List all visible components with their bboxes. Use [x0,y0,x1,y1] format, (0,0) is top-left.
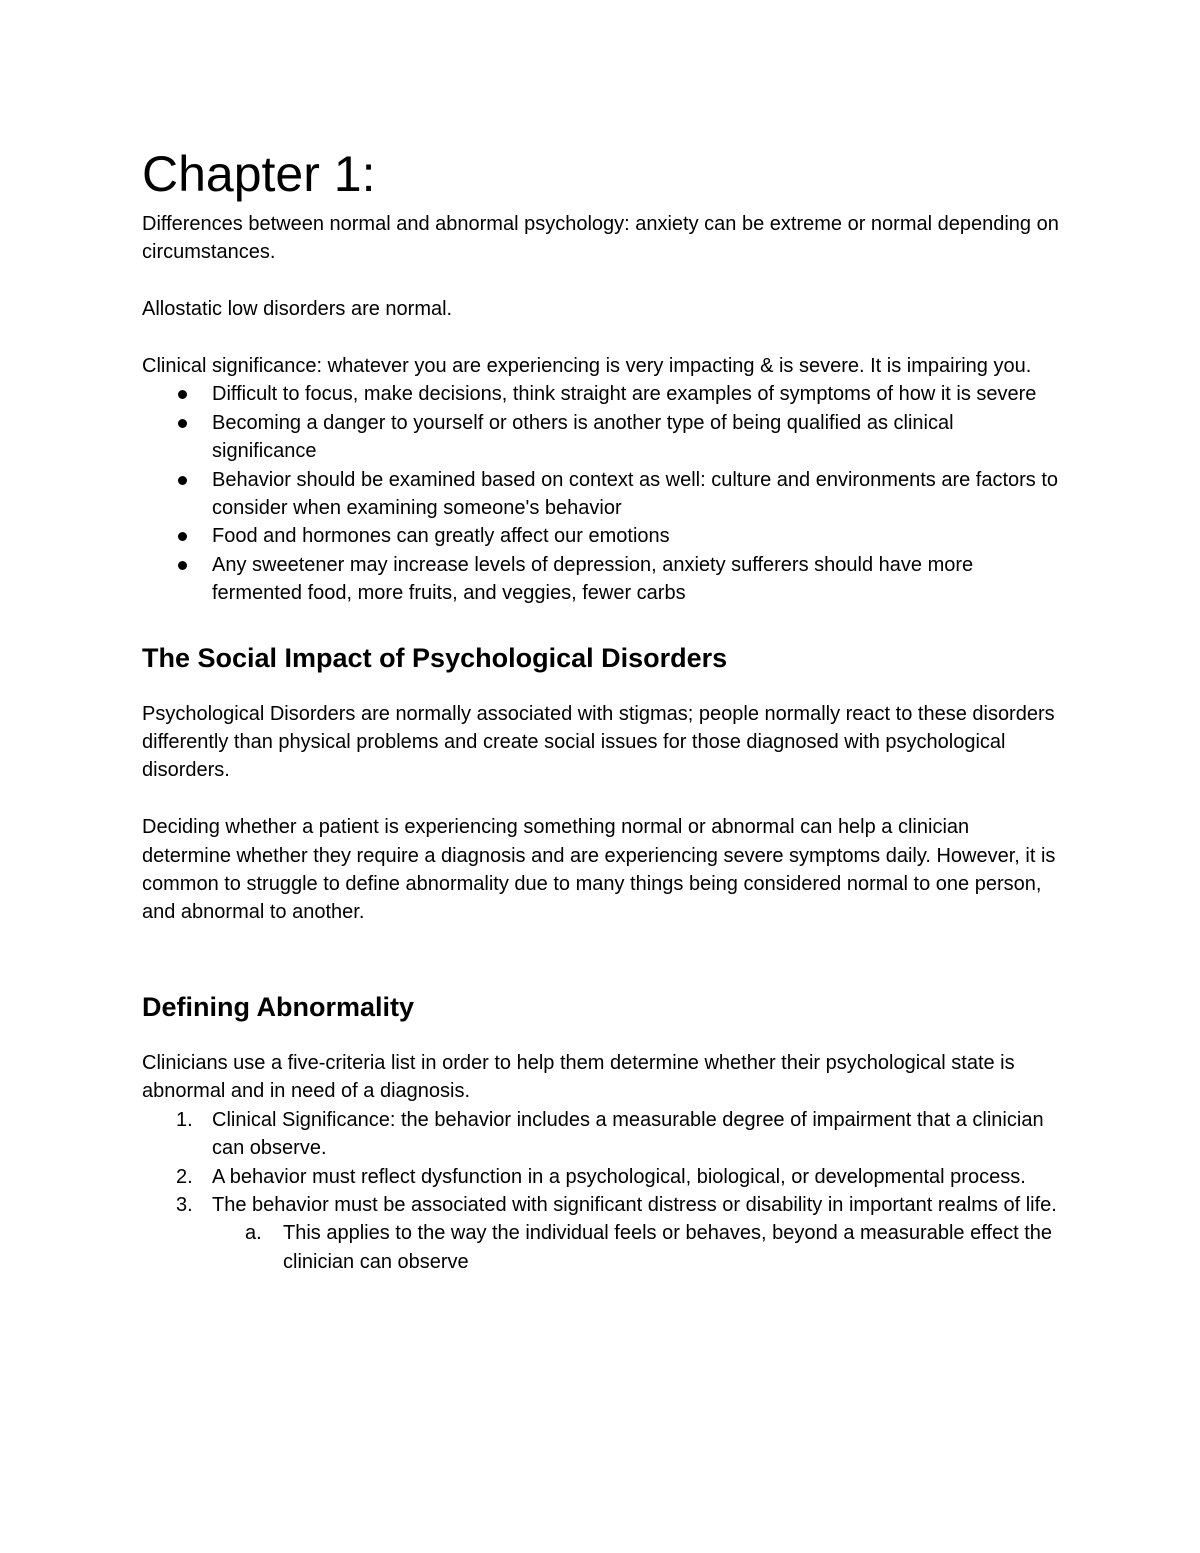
bullet-dot-icon [178,476,187,485]
list-marker: a. [245,1222,262,1245]
defining-abnormality-heading: Defining Abnormality [142,991,415,1022]
intro-paragraph-differences: Differences between normal and abnormal psychology: anxiety can be extreme or normal depending on circumstances. [142,213,1059,264]
bullet-text: Any sweetener may increase levels of depression, anxiety sufferers should have more fermented food, more fruits, and veggies, fewer carbs [212,553,974,605]
bullet-dot-icon [178,561,187,570]
bullet-dot-icon [178,419,187,428]
chapter-title: Chapter 1: [142,146,376,202]
bullet-item [142,380,1062,408]
symptom-bullet-list [142,380,1062,607]
list-item-text: A behavior must reflect dysfunction in a psychological, biological, or developmental process. [212,1165,1026,1188]
list-item-text: This applies to the way the individual feels or behaves, beyond a measurable effect the clinician can observe [283,1222,1052,1273]
bullet-dot-icon [178,390,187,399]
bullet-dot-icon [178,532,187,541]
intro-paragraph-allostatic: Allostatic low disorders are normal. [142,298,453,321]
list-marker: 2. [176,1165,193,1188]
list-marker: 1. [176,1108,193,1131]
intro-paragraph-clinical-significance: Clinical significance: whatever you are experiencing is very impacting & is severe. It is impairing you. [142,355,1032,377]
social-impact-heading: The Social Impact of Psychological Disorders [142,642,728,673]
social-paragraph-stigmas: Psychological Disorders are normally associated with stigmas; people normally react to these disorders differently than physical problems and create social issues for those diagnosed with psychological disorders. [142,702,1055,782]
list-item [142,1191,1062,1219]
list-item-text: Clinical Significance: the behavior includes a measurable degree of impairment that a clinician can observe. [212,1108,1044,1160]
bullet-text: Difficult to focus, make decisions, think straight are examples of symptoms of how it is severe [212,383,1037,406]
document-body [142,140,1062,1276]
list-marker: 3. [176,1193,193,1216]
bullet-text: Becoming a danger to yourself or others is another type of being qualified as clinical significance [212,411,954,463]
bullet-item [142,551,1062,608]
bullet-item [142,409,1062,466]
defining-paragraph-criteria: Clinicians use a five-criteria list in order to help them determine whether their psychological state is abnormal and in need of a diagnosis. [142,1051,1015,1103]
bullet-text: Behavior should be examined based on context as well: culture and environments are factors to consider when examining someone's behavior [212,468,1059,520]
bullet-text: Food and hormones can greatly affect our emotions [212,525,670,548]
social-paragraph-deciding: Deciding whether a patient is experiencing something normal or abnormal can help a clinician determine whether they require a diagnosis and are experiencing severe symptoms daily. However, it is common to struggle to define abnormality due to many things being considered normal to one person, and abnormal to another. [142,816,1056,924]
list-subitem [142,1219,1062,1276]
list-item [142,1106,1062,1163]
list-item-text: The behavior must be associated with significant distress or disability in important realms of life. [212,1193,1057,1216]
bullet-item [142,466,1062,523]
criteria-numbered-list [142,1106,1062,1276]
bullet-item [142,522,1062,550]
list-item [142,1163,1062,1191]
